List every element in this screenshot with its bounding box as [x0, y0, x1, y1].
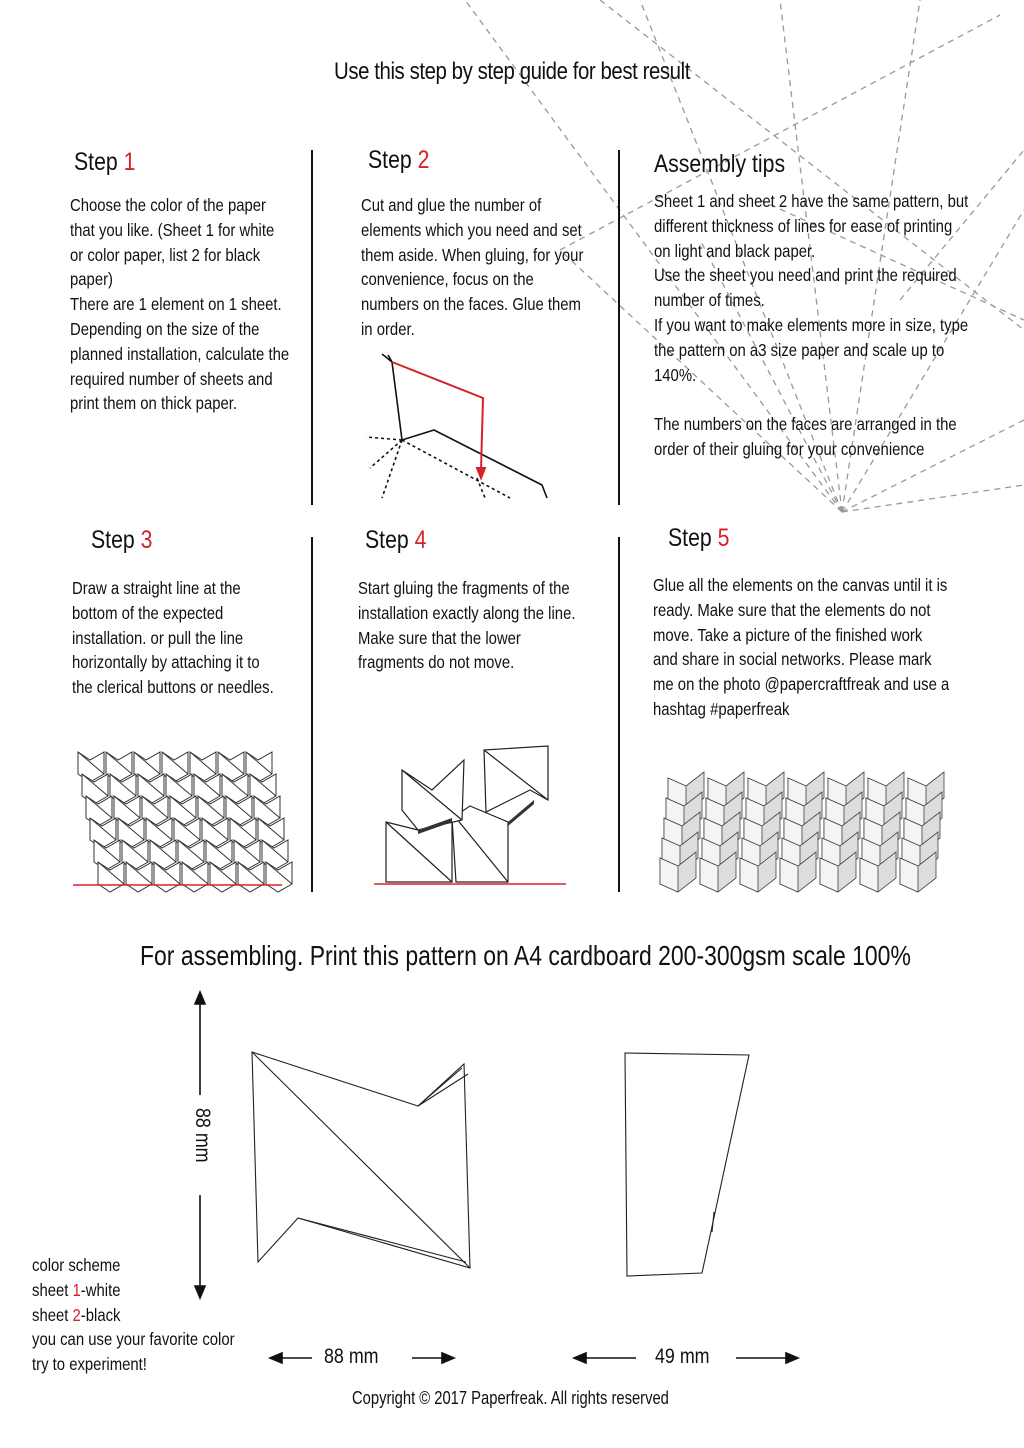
assembly-tips-heading: Assembly tips: [654, 150, 786, 178]
step-4-text: Start gluing the fragments of the installation exactly along the line. Make sure that the lower fragments do not move.: [358, 578, 576, 673]
step-2-text: Cut and glue the number of elements which you need and set them aside. When gluing, for your convenience, focus on the numbers on the faces. Glue them in order.: [361, 195, 584, 339]
assembly-tips-text: Sheet 1 and sheet 2 have the same pattern, but different thickness of lines for ease of printing on light and black paper. Use the sheet you need and print the required number of times. If you want to make elements more in size, type the pattern on a3 size paper and scale up to 140%. The numbers on the faces are arranged in the order of their gluing for your convenience: [654, 191, 969, 459]
copyright: Copyright © 2017 Paperfreak. All rights reserved: [352, 1388, 669, 1408]
step-2-heading: Step 2: [368, 146, 430, 174]
step-5-heading: Step 5: [668, 524, 730, 552]
assembly-heading: For assembling. Print this pattern on A4 cardboard 200-300gsm scale 100%: [140, 940, 911, 971]
template-small: [625, 1053, 749, 1276]
color-scheme-title: color scheme: [32, 1255, 121, 1275]
sheet-2-line: sheet 2-black: [32, 1304, 121, 1325]
page-title: Use this step by step guide for best result: [334, 58, 690, 85]
color-tip: you can use your favorite color: [32, 1329, 235, 1350]
width-dimension-right: 49 mm: [655, 1345, 710, 1368]
step-1-text: Choose the color of the paper that you like. (Sheet 1 for white or color paper, list 2 for black paper) There are 1 element on 1 sheet. Depending on the size of the planned installation, calculate the required number of sheets and print them on thick paper.: [70, 195, 290, 414]
step-3-heading: Step 3: [91, 526, 153, 554]
height-dimension-label: 88 mm: [191, 1108, 214, 1163]
sheet-1-line: sheet 1-white: [32, 1279, 121, 1300]
step-5-text: Glue all the elements on the canvas until it is ready. Make sure that the elements do not move. Take a picture of the finished work and share in social networks. Please mark me on the photo @papercraftfreak and use a hashtag #paperfreak: [653, 575, 950, 719]
step-4-heading: Step 4: [365, 526, 427, 554]
step-3-text: Draw a straight line at the bottom of the expected installation. or pull the line horizontally by attaching it to the clerical buttons or needles.: [72, 578, 274, 698]
experiment-tip: try to experiment!: [32, 1354, 147, 1375]
color-scheme-note: [32, 1253, 235, 1377]
width-dimension-left: 88 mm: [324, 1345, 379, 1368]
step-1-heading: Step 1: [74, 148, 136, 176]
